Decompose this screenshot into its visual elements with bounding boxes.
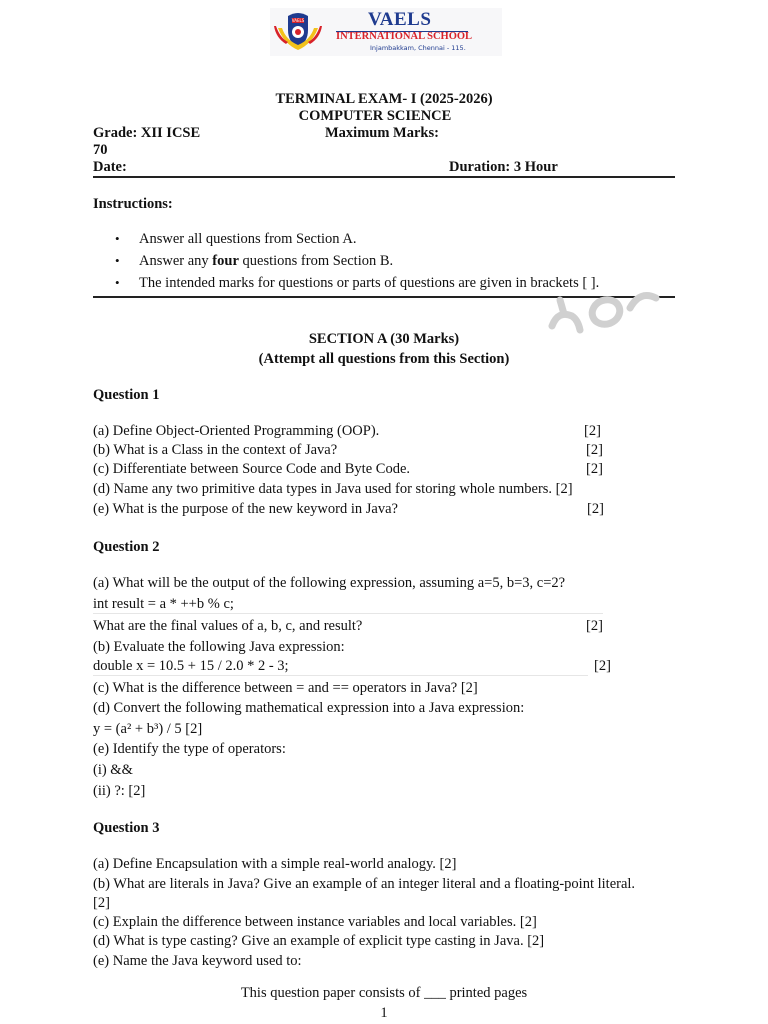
q1-part-b-marks: [2] [586,442,603,458]
section-a-title: SECTION A (30 Marks) [308,331,460,347]
q1-part-b: (b) What is a Class in the context of Java? [93,442,338,458]
date-label: Date: [93,159,127,175]
section-a-subtitle: (Attempt all questions from this Section) [258,351,510,367]
q3-part-d: (d) What is type casting? Give an example of explicit type casting in Java. [2] [93,933,545,949]
svg-text:VAELS: VAELS [291,18,305,23]
q1-part-e-marks: [2] [587,501,604,517]
school-name: VAELS [368,9,432,30]
q2-part-a-code [93,596,603,614]
instruction-text: Answer all questions from Section A. [139,231,357,247]
q1-part-d: (d) Name any two primitive data types in Java used for storing whole numbers. [2] [93,481,573,497]
q3-part-b: (b) What are literals in Java? Give an example of an integer literal and a floating-point literal. [93,876,636,892]
q1-part-a-marks: [2] [584,423,601,439]
q2-part-b-code [93,658,588,676]
instruction-text: Answer any [139,253,213,269]
instruction-emphasis: four [212,253,239,269]
code-text: double x = 10.5 + 15 / 2.0 * 2 - 3; [93,658,289,674]
q3-part-a: (a) Define Encapsulation with a simple real-world analogy. [2] [93,856,457,872]
duration-label: Duration: 3 Hour [449,159,558,175]
watermark-mark-icon [548,280,678,336]
school-logo [270,8,502,56]
q2-part-a: (a) What will be the output of the following expression, assuming a=5, b=3, c=2? [93,575,566,591]
code-text: int result = a * ++b % c; [93,596,234,612]
q1-part-c: (c) Differentiate between Source Code and Byte Code. [93,461,411,477]
max-marks-value: 70 [93,142,108,158]
q2-part-e-ii: (ii) ?: [2] [93,783,146,799]
q2-part-b: (b) Evaluate the following Java expression: [93,639,345,655]
instructions-list [115,228,599,294]
header-divider [93,176,675,178]
question-3-heading: Question 3 [93,820,160,836]
q2-part-a-marks: [2] [586,618,603,634]
instruction-text: The intended marks for questions or parts of questions are given in brackets [ ]. [139,275,600,291]
max-marks-label: Maximum Marks: [325,125,439,141]
q2-part-b-marks: [2] [594,658,611,674]
instructions-heading: Instructions: [93,196,173,212]
q2-part-e-i: (i) && [93,762,133,778]
footer-note: This question paper consists of ___ printed pages [240,985,528,1001]
subject-title: COMPUTER SCIENCE [298,108,452,124]
page-number: 1 [380,1005,388,1021]
q2-part-a-followup: What are the final values of a, b, c, and result? [93,618,363,634]
instruction-text: questions from Section B. [238,253,394,269]
question-2-heading: Question 2 [93,539,160,555]
q1-part-a: (a) Define Object-Oriented Programming (OOP). [93,423,380,439]
instruction-item [115,272,599,294]
q2-part-c: (c) What is the difference between = and == operators in Java? [2] [93,680,478,696]
q3-part-e: (e) Name the Java keyword used to: [93,953,302,969]
q2-part-d: (d) Convert the following mathematical expression into a Java expression: [93,700,525,716]
instruction-item [115,228,599,250]
q1-part-c-marks: [2] [586,461,603,477]
question-1-heading: Question 1 [93,387,160,403]
school-subname: INTERNATIONAL SCHOOL [336,31,473,42]
school-address: Injambakkam, Chennai - 115. [370,44,466,52]
exam-title: TERMINAL EXAM- I (2025-2026) [275,91,493,107]
q2-part-e: (e) Identify the type of operators: [93,741,286,757]
q1-part-e: (e) What is the purpose of the new keyword in Java? [93,501,398,517]
q3-part-c: (c) Explain the difference between instance variables and local variables. [2] [93,914,537,930]
q2-part-d-expression: y = (a² + b³) / 5 [2] [93,721,203,737]
grade-label: Grade: XII ICSE [93,125,201,141]
q3-part-b-marks: [2] [93,895,110,911]
instruction-item [115,250,599,272]
